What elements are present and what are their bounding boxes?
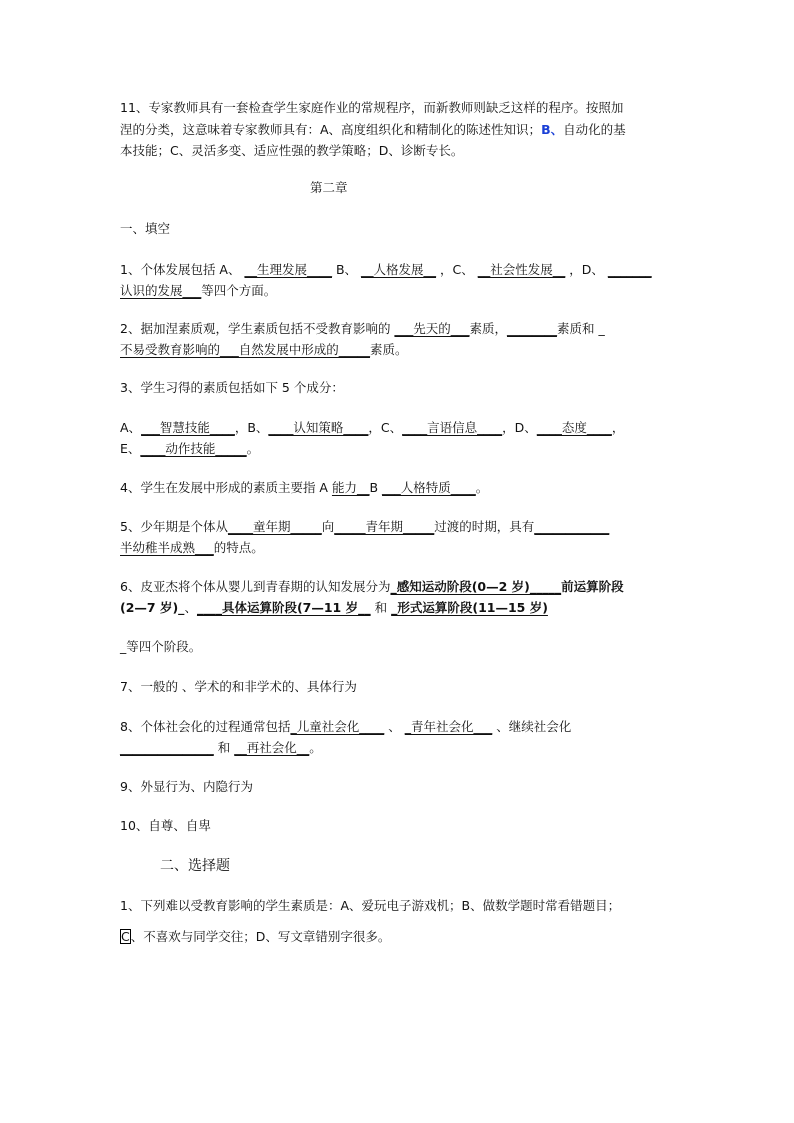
fill-q7-line: 7、一般的 、学术的和非学术的、具体行为	[120, 679, 357, 694]
answer-blank: _感知运动阶段(0—2 岁)_____	[390, 579, 562, 594]
answer-blank: _______________	[120, 740, 214, 755]
answer-blank: __社会性发展__	[477, 262, 566, 277]
fill-q6-line-1: 6、皮亚杰将个体从婴儿到青春期的认知发展分为_感知运动阶段(0—2 岁)_____前运算阶段	[120, 579, 624, 594]
fill-q3-line-1: A、___智慧技能____，B、____认知策略____，C、____言语信息____，D、____态度____，	[120, 420, 625, 435]
answer-blank: ___智慧技能____	[141, 420, 235, 435]
answer-blank: ____童年期_____	[227, 519, 322, 534]
fill-q6-line-2: (2—7 岁)_、____具体运算阶段(7—11 岁__ 和 _形式运算阶段(11—15 岁)	[120, 600, 548, 615]
answer-blank: ____动作技能_____	[140, 441, 247, 456]
fill-q5-line-1: 5、少年期是个体从____童年期_____向_____青年期_____过渡的时期，具有____________	[120, 519, 610, 534]
answer-blank: _______	[607, 262, 652, 277]
answer-blank: _儿童社会化____	[290, 719, 385, 734]
fill-q4-line: 4、学生在发展中形成的素质主要指 A 能力__B ___人格特质____。	[120, 480, 489, 495]
fill-q6-line-3: _等四个阶段。	[120, 639, 202, 654]
q11-line-1: 11、专家教师具有一套检查学生家庭作业的常规程序，而新教师则缺乏这样的程序。按照加	[120, 100, 624, 115]
answer-blank: ____言语信息____	[402, 420, 503, 435]
fill-q1-line-2: 认识的发展___等四个方面。	[120, 283, 277, 298]
answer-blank: ___先天的___	[394, 321, 470, 336]
fill-q3-intro: 3、学生习得的素质包括如下 5 个成分：	[120, 380, 344, 395]
answer-blank: ____态度____	[536, 420, 612, 435]
choice-q1-line-1: 1、下列难以受教育影响的学生素质是：A、爱玩电子游戏机；B、做数学题时常看错题目；	[120, 898, 621, 913]
answer-blank: 认识的发展___	[120, 283, 202, 298]
answer-blank: _____青年期_____	[334, 519, 435, 534]
text-cursor-box[interactable]: C	[121, 929, 130, 944]
fill-q9-line: 9、外显行为、内隐行为	[120, 779, 253, 794]
answer-blank: ____具体运算阶段(7—11 岁__	[196, 600, 371, 615]
answer-blank: ____认知策略____	[268, 420, 369, 435]
answer-blank: ____________	[534, 519, 610, 534]
answer-blank: _青年社会化___	[404, 719, 493, 734]
choice-q1-line-2: C、不喜欢与同学交往；D、写文章错别字很多。	[121, 929, 391, 944]
q11-line-2: 涅的分类，这意味着专家教师具有：A、高度组织化和精制化的陈述性知识；B、自动化的基	[120, 122, 626, 137]
fill-q3-line-2: E、____动作技能_____。	[120, 441, 260, 456]
answer-blank: __生理发展____	[244, 262, 332, 277]
fill-q2-line-1: 2、据加涅素质观，学生素质包括不受教育影响的 ___先天的___素质，________素质和 _	[120, 321, 605, 336]
answer-blank: ___人格特质____	[382, 480, 476, 495]
fill-q8-line-1: 8、个体社会化的过程通常包括_儿童社会化____ 、 _青年社会化___ 、继续社会化	[120, 719, 572, 734]
fill-q8-line-2: _______________ 和 __再社会化__。	[120, 740, 322, 755]
fill-q5-line-2: 半幼稚半成熟___的特点。	[120, 540, 264, 555]
section-fill-blank-title: 一、填空	[120, 221, 171, 236]
q11-line-3: 本技能；C、灵活多变、适应性强的教学策略；D、诊断专长。	[120, 143, 464, 158]
answer-blank: __再社会化__	[234, 740, 310, 755]
fill-q2-line-2: 不易受教育影响的___自然发展中形成的_____素质。	[120, 342, 408, 357]
answer-blank: 半幼稚半成熟___	[120, 540, 214, 555]
answer-blank: 不易受教育影响的___自然发展中形成的_____	[120, 342, 371, 357]
chapter-title: 第二章	[310, 180, 348, 195]
section-multiple-choice-title: 二、选择题	[160, 858, 230, 874]
answer-blank: _形式运算阶段(11—15 岁)	[391, 600, 548, 615]
answer-blank: __人格发展__	[361, 262, 437, 277]
fill-q10-line: 10、自尊、自卑	[120, 818, 211, 833]
answer-blank: ________	[506, 321, 557, 336]
q11-answer-b: B、	[541, 122, 564, 137]
answer-blank: 能力__	[331, 480, 370, 495]
fill-q1-line-1: 1、个体发展包括 A、 __生理发展____ B、 __人格发展__ ，C、 __社会性发展__ ，D、 _______	[120, 262, 652, 277]
